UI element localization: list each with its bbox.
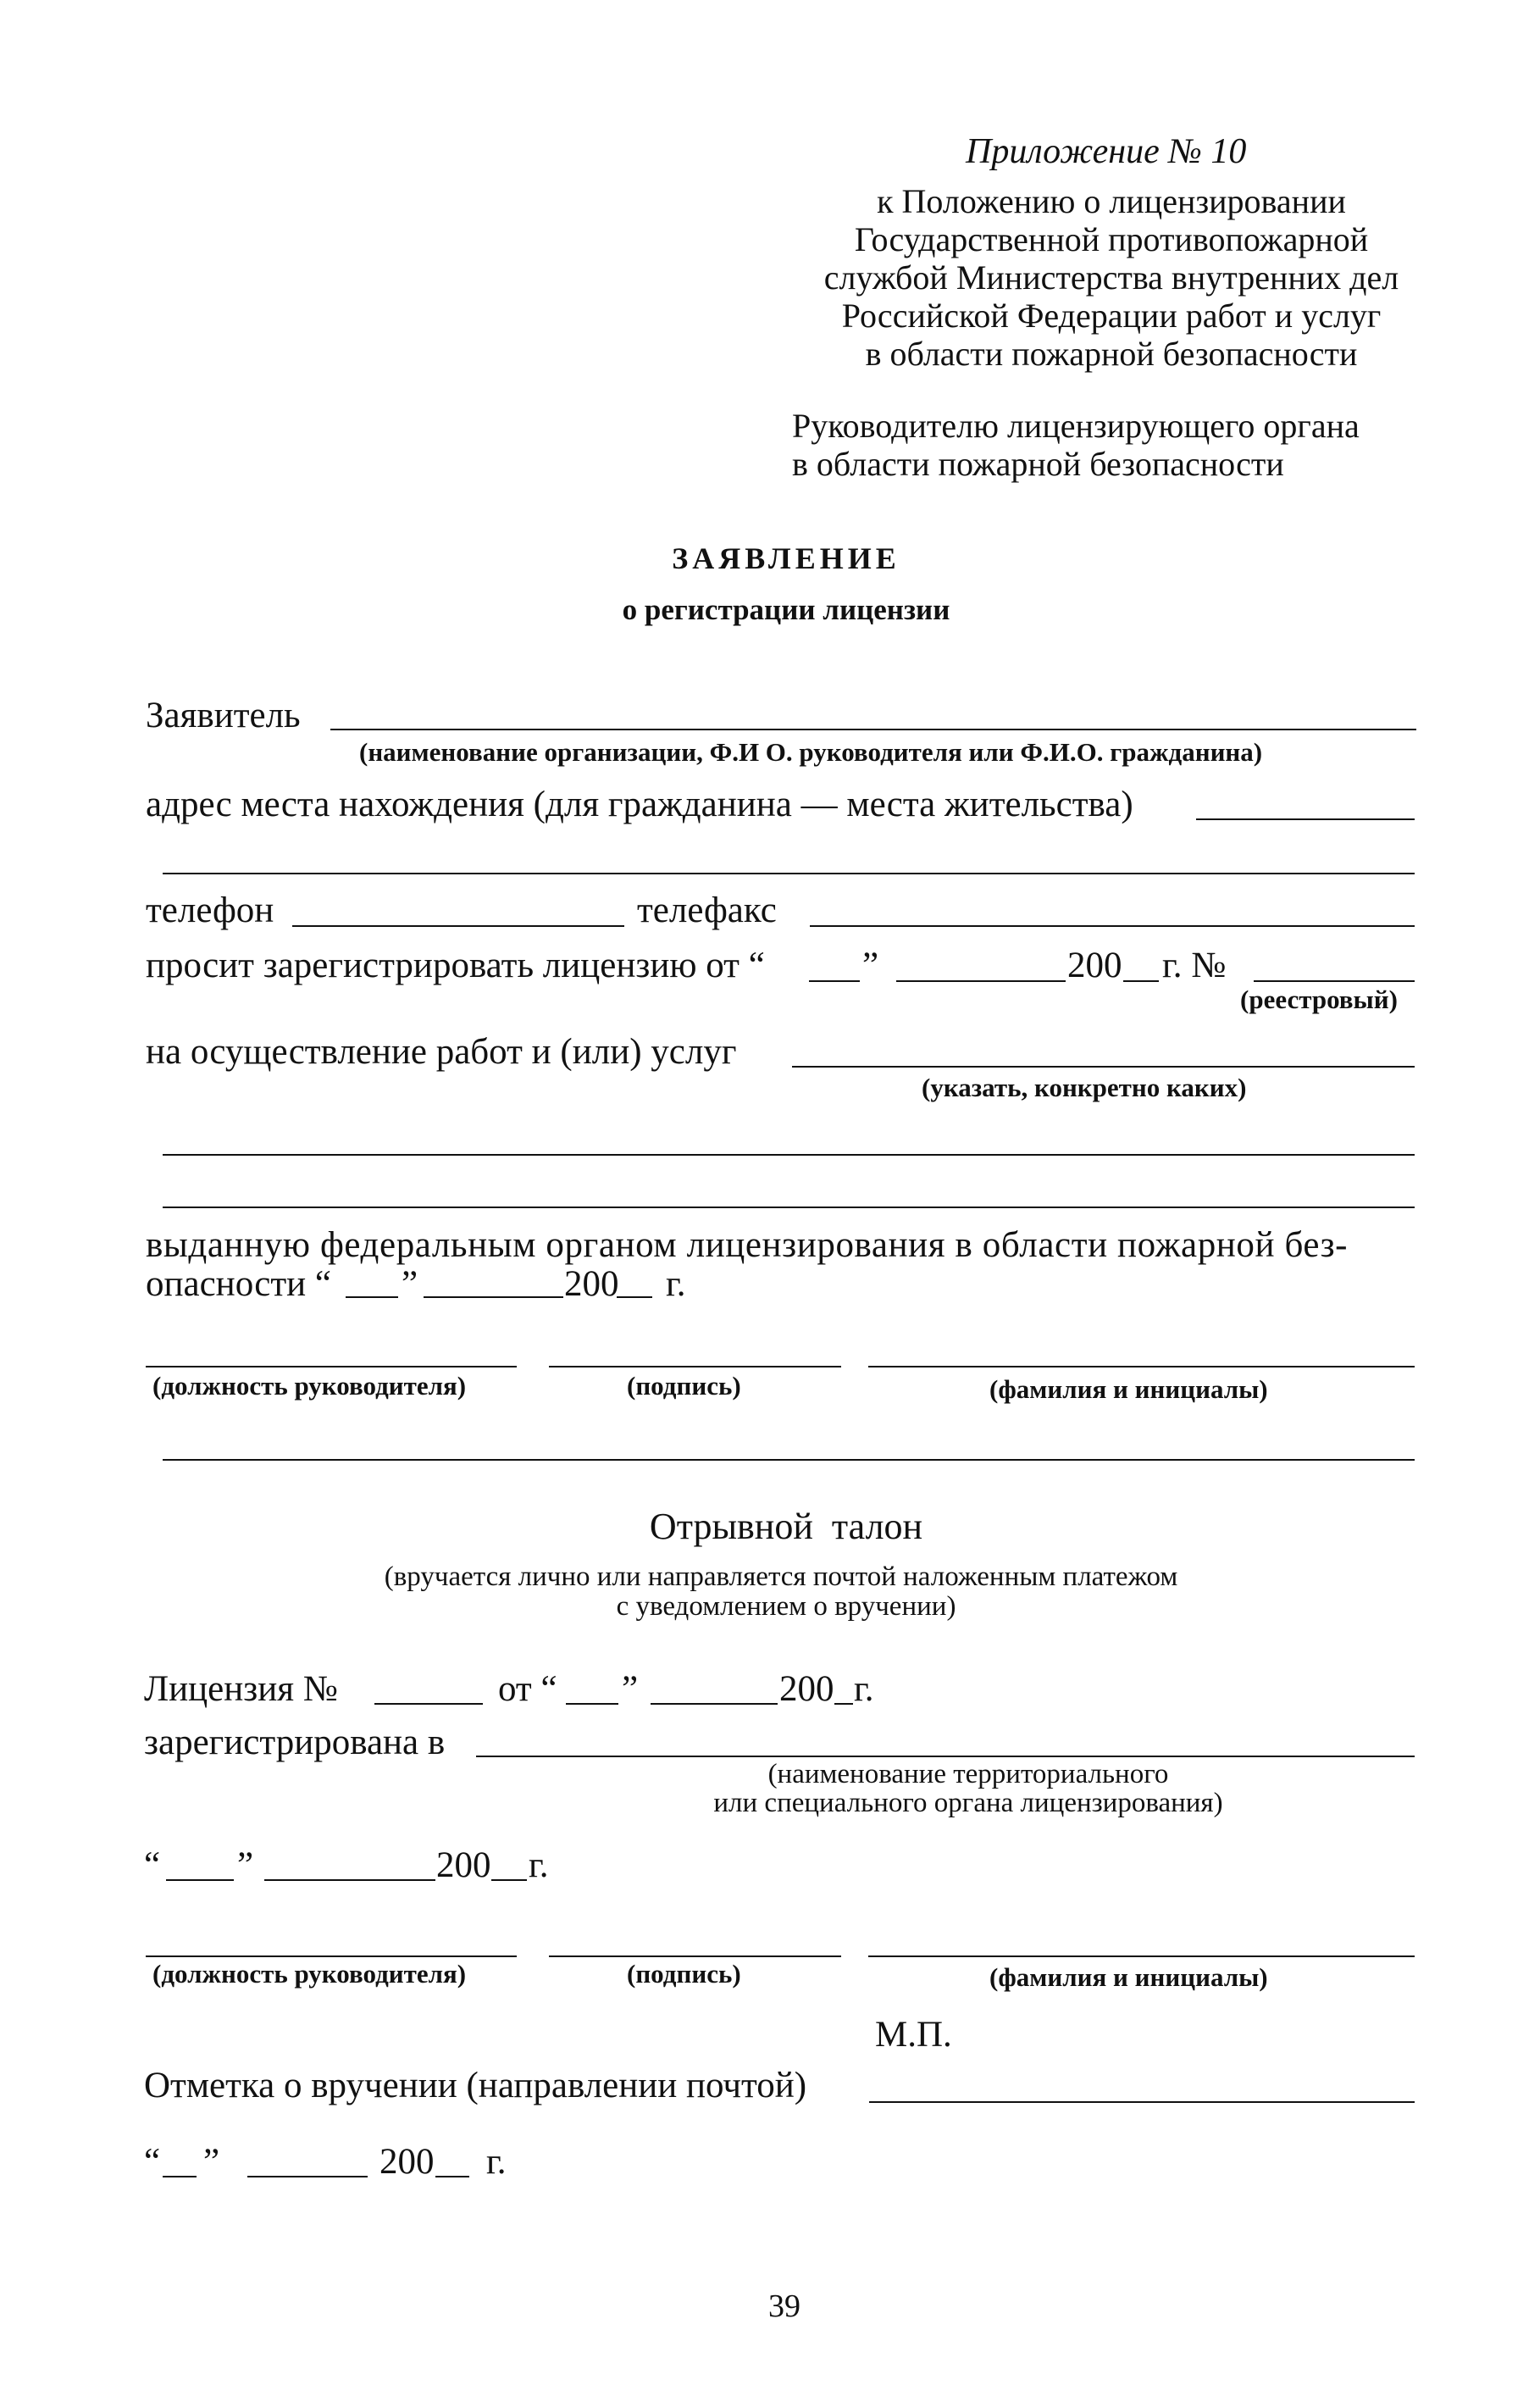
final-year-suffix: г. xyxy=(486,2142,507,2182)
works-label: на осуществление работ и (или) услуг xyxy=(146,1032,737,1072)
phone-label: телефон xyxy=(146,890,274,930)
tear-off-divider xyxy=(163,1459,1415,1461)
application-name-field[interactable] xyxy=(868,1366,1415,1367)
issued-line-2-c: 200 xyxy=(564,1264,619,1304)
issued-line-1: выданную федеральным органом лицензирования в области пожарной без- xyxy=(146,1225,1349,1265)
final-date-open: “ xyxy=(144,2142,161,2182)
license-day-field[interactable] xyxy=(566,1703,618,1705)
document-title: ЗАЯВЛЕНИЕ xyxy=(672,541,900,575)
license-label: Лицензия № xyxy=(144,1669,338,1709)
application-signature-field[interactable] xyxy=(549,1366,841,1367)
application-name-hint: (фамилия и инициалы) xyxy=(989,1374,1268,1404)
registered-label: зарегистрирована в xyxy=(144,1722,446,1762)
header-line-3: службой Министерства внутренних дел xyxy=(823,258,1399,297)
issued-line-2-b: ” xyxy=(402,1264,418,1304)
license-year-suffix: г. xyxy=(854,1669,874,1709)
delivery-label: Отметка о вручении (направлении почтой) xyxy=(144,2066,807,2105)
final-day-field[interactable] xyxy=(163,2176,197,2177)
coupon-date-open: “ xyxy=(144,1845,161,1885)
coupon-day-field[interactable] xyxy=(166,1879,234,1881)
coupon-note-2: с уведомлением о вручении) xyxy=(616,1591,956,1622)
registered-hint-2: или специального органа лицензирования) xyxy=(713,1788,1223,1818)
register-month-field[interactable] xyxy=(896,980,1066,982)
addressee-line-2: в области пожарной безопасности xyxy=(792,445,1284,483)
issued-line-2-a: опасности “ xyxy=(146,1264,331,1304)
coupon-signature-field[interactable] xyxy=(549,1955,841,1957)
coupon-position-hint: (должность руководителя) xyxy=(152,1959,467,1989)
header-line-4: Российской Федерации работ и услуг xyxy=(841,297,1382,335)
coupon-note-1: (вручается лично или направляется почтой наложенным платежом xyxy=(384,1562,1178,1592)
address-field-2[interactable] xyxy=(163,873,1415,874)
fax-field[interactable] xyxy=(810,925,1415,927)
document-subtitle: о регистрации лицензии xyxy=(622,593,950,626)
coupon-year-suffix: г. xyxy=(529,1845,549,1885)
application-signature-hint: (подпись) xyxy=(627,1371,741,1401)
license-year-prefix: 200 xyxy=(779,1669,834,1709)
register-day-field[interactable] xyxy=(809,980,860,982)
stamp-placeholder: М.П. xyxy=(875,2015,952,2055)
appendix-number: Приложение № 10 xyxy=(966,132,1247,171)
register-year-field[interactable] xyxy=(1123,980,1159,982)
final-date-close: ” xyxy=(203,2142,220,2182)
works-hint: (указать, конкретно каких) xyxy=(922,1073,1247,1102)
phone-field[interactable] xyxy=(292,925,624,927)
header-line-1: к Положению о лицензировании xyxy=(877,182,1346,220)
coupon-month-field[interactable] xyxy=(264,1879,435,1881)
license-number-field[interactable] xyxy=(374,1703,483,1705)
works-field-1[interactable] xyxy=(792,1066,1415,1068)
fax-label: телефакс xyxy=(637,890,777,930)
application-position-hint: (должность руководителя) xyxy=(152,1371,467,1401)
issued-day-field[interactable] xyxy=(346,1296,398,1298)
coupon-name-hint: (фамилия и инициалы) xyxy=(989,1962,1268,1992)
page-number: 39 xyxy=(768,2288,800,2324)
issued-line-2-d: г. xyxy=(666,1264,686,1304)
registered-field[interactable] xyxy=(476,1756,1415,1757)
coupon-year-prefix: 200 xyxy=(436,1845,491,1885)
final-year-prefix: 200 xyxy=(379,2142,435,2182)
coupon-signature-hint: (подпись) xyxy=(627,1959,741,1989)
applicant-label: Заявитель xyxy=(146,696,301,735)
applicant-field[interactable] xyxy=(330,729,1416,730)
issued-month-field[interactable] xyxy=(424,1296,563,1298)
register-label: просит зарегистрировать лицензию от “ xyxy=(146,946,765,985)
registered-hint-1: (наименование территориального xyxy=(767,1759,1169,1789)
register-quote-close: ” xyxy=(862,946,879,985)
register-year-prefix: 200 xyxy=(1067,946,1122,985)
license-from-label: от “ xyxy=(498,1669,557,1709)
works-field-2[interactable] xyxy=(163,1154,1415,1156)
applicant-hint: (наименование организации, Ф.И О. руководителя или Ф.И.О. гражданина) xyxy=(359,737,1263,767)
license-quote-close: ” xyxy=(622,1669,639,1709)
final-month-field[interactable] xyxy=(247,2176,368,2177)
coupon-position-field[interactable] xyxy=(146,1955,517,1957)
header-line-5: в области пожарной безопасности xyxy=(865,335,1358,373)
register-year-suffix: г. № xyxy=(1162,946,1227,985)
application-position-field[interactable] xyxy=(146,1366,517,1367)
coupon-name-field[interactable] xyxy=(868,1955,1415,1957)
works-field-3[interactable] xyxy=(163,1207,1415,1208)
coupon-title: Отрывной талон xyxy=(649,1506,923,1547)
license-month-field[interactable] xyxy=(651,1703,778,1705)
header-line-2: Государственной противопожарной xyxy=(854,220,1369,258)
issued-year-field[interactable] xyxy=(617,1296,652,1298)
registry-hint: (реестровый) xyxy=(1240,985,1398,1014)
coupon-date-close: ” xyxy=(237,1845,254,1885)
license-year-field[interactable] xyxy=(834,1703,853,1705)
final-year-field[interactable] xyxy=(435,2176,469,2177)
address-field-1[interactable] xyxy=(1196,818,1415,820)
register-number-field[interactable] xyxy=(1254,980,1415,982)
addressee-line-1: Руководителю лицензирующего органа xyxy=(792,407,1360,445)
coupon-year-field[interactable] xyxy=(491,1879,527,1881)
address-label: адрес места нахождения (для гражданина — места жительства) xyxy=(146,785,1133,824)
delivery-field[interactable] xyxy=(869,2101,1415,2103)
